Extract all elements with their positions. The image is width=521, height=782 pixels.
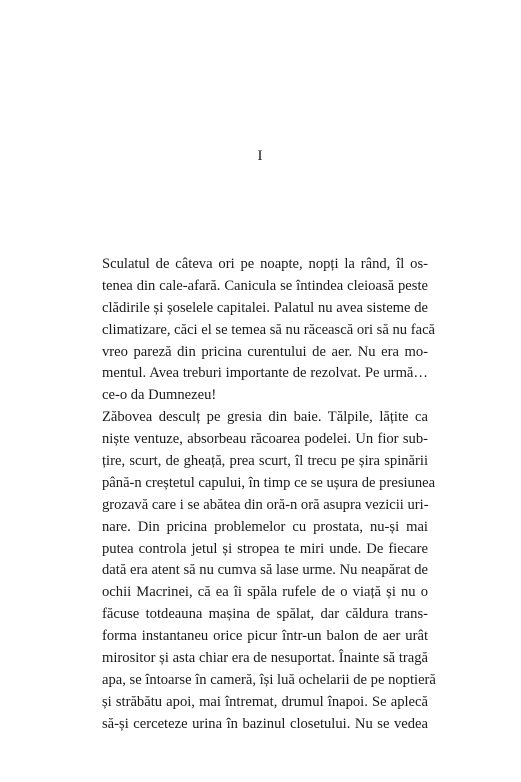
- text-line: dată era atent să nu cumva să lase urme. Nu neapărat de: [102, 562, 428, 579]
- text-line: mirositor și asta chiar era de nesuportat. Înainte să tragă: [102, 650, 428, 667]
- text-line: făcuse totdeauna mașina de spălat, dar căldura trans-: [102, 606, 428, 623]
- text-line: forma instantaneu orice picur într-un balon de aer urât: [102, 628, 428, 645]
- text-line: până-n creștetul capului, în timp ce se ușura de presiunea: [102, 474, 436, 491]
- text-line: apa, se întoarse în cameră, își luă ochelarii de pe noptieră: [102, 671, 436, 688]
- text-line: ce-o da Dumnezeu!: [102, 387, 217, 404]
- text-line: mentul. Avea treburi importante de rezolvat. Pe urmă…: [102, 365, 428, 382]
- text-line: și străbătu apoi, mai întremat, drumul înapoi. Se aplecă: [102, 693, 428, 710]
- text-line: Zăbovea desculț pe gresia din baie. Tălpile, lățite ca: [102, 409, 428, 426]
- chapter-number: I: [257, 148, 264, 164]
- text-line: niște ventuze, absorbeau răcoarea podelei. Un fior sub-: [102, 431, 428, 448]
- text-line: Sculatul de câteva ori pe noapte, nopți la rând, îl os-: [102, 256, 428, 272]
- text-line: grozavă care i se abătea din oră-n oră asupra vezicii uri-: [102, 496, 429, 513]
- text-line: tenea din cale-afară. Canicula se întindea cleioasă peste: [102, 277, 428, 294]
- text-line: putea controla jetul și stropea te miri unde. De fiecare: [102, 540, 428, 557]
- body-text: [102, 254, 436, 736]
- text-line: vreo pareză din pricina curentului de aer. Nu era mo-: [102, 343, 428, 360]
- text-line: țire, scurt, de gheață, prea scurt, îl trecu pe șira spinării: [102, 453, 428, 470]
- text-line: clădirile și șoselele capitalei. Palatul nu avea sisteme de: [102, 299, 428, 316]
- text-line: nare. Din pricina problemelor cu prostata, nu-și mai: [102, 518, 428, 535]
- text-line: ochii Macrinei, că ea îi spăla rufele de o viață și nu o: [102, 584, 428, 601]
- text-line: climatizare, căci el se temea să nu răcească ori să nu facă: [102, 321, 436, 338]
- text-line: să-și cerceteze urina în bazinul closetului. Nu se vedea: [102, 715, 428, 732]
